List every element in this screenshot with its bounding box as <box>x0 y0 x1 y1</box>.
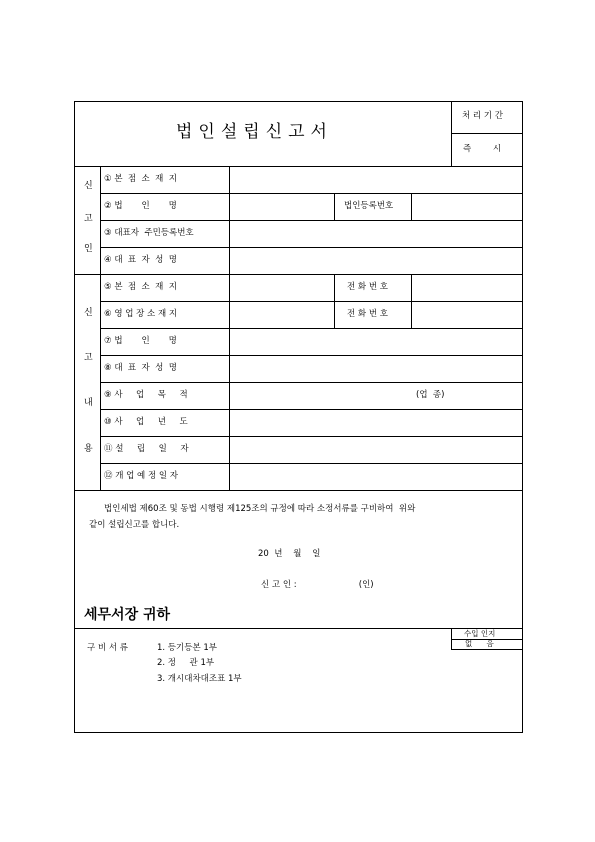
attachment-item: 3. 개시대차대조표 1부 <box>157 674 242 684</box>
phone-1-field[interactable] <box>412 275 522 301</box>
hq-address-field[interactable] <box>230 167 522 193</box>
field-label-hq-address: ① 본 점 소 재 지 <box>104 174 177 184</box>
field-label-hq-address-2: ⑤ 본 점 소 재 지 <box>104 282 177 292</box>
field-label-business-address: ⑥ 영 업 장 소 재 지 <box>104 309 178 319</box>
opening-date-field[interactable] <box>230 464 522 490</box>
attachment-item: 2. 정 관 1부 <box>157 658 215 668</box>
attachment-item: 1. 등기등본 1부 <box>157 643 217 653</box>
declaration-date: 20 년 월 일 <box>258 549 321 559</box>
phone-2-field[interactable] <box>412 302 522 328</box>
business-purpose-field[interactable] <box>230 383 522 409</box>
rep-name-field[interactable] <box>230 248 522 274</box>
field-label-fiscal-year: ⑩ 사 업 년 도 <box>104 417 188 427</box>
addressee: 세무서장 귀하 <box>84 607 171 623</box>
field-label-phone-1: 전 화 번 호 <box>347 282 388 292</box>
revenue-stamp-value: 없 음 <box>465 639 494 648</box>
field-label-establishment-date: ⑪ 설 립 일 자 <box>104 444 189 454</box>
processing-period-label: 처 리 기 간 <box>462 111 503 121</box>
field-label-rep-resident-number: ③ 대표자 주민등록번호 <box>104 228 194 238</box>
divider <box>100 166 101 490</box>
declaration-text-line-2: 같이 설립신고를 합니다. <box>89 520 180 530</box>
rep-resident-number-field[interactable] <box>230 221 522 247</box>
business-address-field[interactable] <box>230 302 334 328</box>
divider <box>451 133 523 134</box>
field-label-corporation-name: ② 법 인 명 <box>104 201 177 211</box>
processing-period-value: 즉 시 <box>463 144 502 154</box>
rep-name-2-field[interactable] <box>230 356 522 382</box>
fiscal-year-field[interactable] <box>230 410 522 436</box>
attachments-label: 구 비 서 류 <box>87 643 128 653</box>
divider <box>334 274 335 328</box>
field-label-phone-2: 전 화 번 호 <box>347 309 388 319</box>
hq-address-2-field[interactable] <box>230 275 334 301</box>
field-label-business-purpose: ⑨ 사 업 목 적 <box>104 390 188 400</box>
field-label-rep-name: ④ 대 표 자 성 명 <box>104 255 177 265</box>
field-label-opening-date: ⑫ 개 업 예 정 일 자 <box>104 471 178 481</box>
establishment-date-field[interactable] <box>230 437 522 463</box>
revenue-stamp-label: 수입 인지 <box>464 629 496 638</box>
divider <box>334 193 335 220</box>
declaration-signer: 신 고 인 : (인) <box>261 580 374 590</box>
corporation-name-field[interactable] <box>230 194 334 220</box>
field-label-corporate-reg-number: 법인등록번호 <box>344 201 394 211</box>
field-label-rep-name-2: ⑧ 대 표 자 성 명 <box>104 363 177 373</box>
divider <box>74 490 523 491</box>
declaration-text-line-1: 법인세법 제60조 및 동법 시행령 제125조의 규정에 따라 소정서류를 구비하여 위와 <box>104 504 416 514</box>
corporation-name-2-field[interactable] <box>230 329 522 355</box>
page-title: 법인설립신고서 <box>176 122 333 142</box>
field-label-corporation-name-2: ⑦ 법 인 명 <box>104 336 177 346</box>
corporate-reg-number-field[interactable] <box>412 194 522 220</box>
business-type-label: (업 종) <box>416 390 445 400</box>
